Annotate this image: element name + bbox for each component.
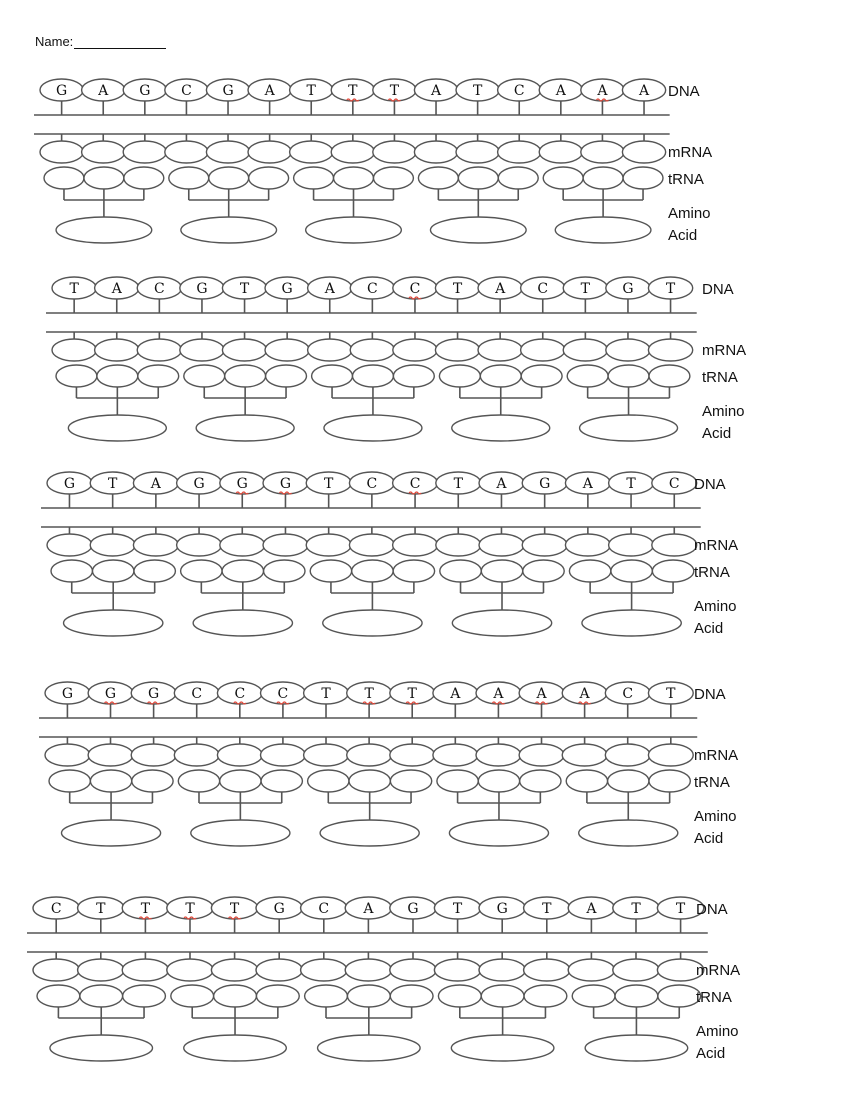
- trna-base-circle[interactable]: [652, 560, 693, 582]
- dna-base-letter: G: [496, 901, 508, 917]
- trna-base-circle[interactable]: [181, 560, 222, 582]
- mrna-base-circle[interactable]: [522, 534, 567, 556]
- trna-label: tRNA: [694, 774, 730, 791]
- amino-acid-oval[interactable]: [585, 1035, 688, 1061]
- mrna-base-circle[interactable]: [123, 141, 166, 163]
- mrna-label: mRNA: [696, 962, 741, 979]
- dna-base-letter: A: [264, 83, 275, 99]
- mrna-base-circle[interactable]: [613, 959, 659, 981]
- mrna-base-circle[interactable]: [217, 744, 262, 766]
- amino-label: Amino: [696, 1023, 739, 1040]
- trna-base-circle[interactable]: [543, 167, 583, 189]
- dna-base-letter: C: [366, 281, 378, 297]
- mrna-base-circle[interactable]: [581, 141, 624, 163]
- mrna-base-circle[interactable]: [306, 534, 351, 556]
- mrna-base-circle[interactable]: [498, 141, 541, 163]
- mrna-base-circle[interactable]: [436, 534, 481, 556]
- dna-base-letter: G: [104, 686, 117, 702]
- mrna-base-circle[interactable]: [290, 141, 333, 163]
- mrna-base-circle[interactable]: [220, 534, 265, 556]
- mrna-base-circle[interactable]: [88, 744, 133, 766]
- trna-base-circle[interactable]: [308, 770, 349, 792]
- dna-base-letter: G: [222, 83, 234, 99]
- mrna-base-circle[interactable]: [609, 534, 654, 556]
- mrna-base-circle[interactable]: [565, 534, 610, 556]
- dna-base-letter: T: [239, 281, 250, 297]
- trna-base-circle[interactable]: [439, 365, 480, 387]
- dna-base-letter: C: [181, 83, 192, 99]
- mrna-base-circle[interactable]: [479, 959, 525, 981]
- mrna-base-circle[interactable]: [349, 534, 394, 556]
- trna-base-circle[interactable]: [56, 365, 97, 387]
- trna-base-circle[interactable]: [214, 985, 257, 1007]
- trna-base-circle[interactable]: [249, 167, 289, 189]
- trna-base-circle[interactable]: [352, 365, 393, 387]
- mrna-base-circle[interactable]: [137, 339, 181, 361]
- trna-base-circle[interactable]: [437, 770, 478, 792]
- dna-base-letter: A: [536, 686, 547, 702]
- mrna-base-circle[interactable]: [605, 744, 650, 766]
- strand-section: [41, 472, 738, 637]
- trna-base-circle[interactable]: [209, 167, 249, 189]
- trna-base-circle[interactable]: [184, 365, 225, 387]
- trna-base-circle[interactable]: [80, 985, 123, 1007]
- trna-label: tRNA: [668, 171, 704, 188]
- mrna-base-circle[interactable]: [33, 959, 79, 981]
- amino-acid-oval[interactable]: [196, 415, 294, 441]
- trna-base-circle[interactable]: [294, 167, 334, 189]
- dna-base-letter: T: [389, 83, 400, 99]
- mrna-label: mRNA: [668, 144, 713, 161]
- trna-base-circle[interactable]: [266, 365, 307, 387]
- amino-label: Amino: [702, 403, 745, 420]
- dna-base-letter: A: [582, 476, 593, 492]
- amino-acid-oval[interactable]: [452, 610, 551, 636]
- dna-base-letter: A: [495, 281, 506, 297]
- mrna-base-circle[interactable]: [648, 339, 692, 361]
- dna-base-letter: A: [555, 83, 566, 99]
- dna-base-letter: A: [98, 83, 109, 99]
- amino-acid-oval[interactable]: [580, 415, 678, 441]
- trna-base-circle[interactable]: [480, 365, 521, 387]
- trna-base-circle[interactable]: [478, 770, 519, 792]
- trna-base-circle[interactable]: [84, 167, 124, 189]
- trna-base-circle[interactable]: [347, 985, 390, 1007]
- trna-base-circle[interactable]: [222, 560, 263, 582]
- mrna-base-circle[interactable]: [95, 339, 139, 361]
- trna-base-circle[interactable]: [373, 167, 413, 189]
- mrna-base-circle[interactable]: [476, 744, 521, 766]
- mrna-label: mRNA: [694, 537, 739, 554]
- mrna-base-circle[interactable]: [539, 141, 582, 163]
- dna-base-letter: G: [148, 686, 160, 702]
- dna-base-letter: T: [675, 901, 686, 917]
- trna-base-circle[interactable]: [390, 985, 433, 1007]
- trna-base-circle[interactable]: [458, 167, 498, 189]
- trna-base-circle[interactable]: [615, 985, 658, 1007]
- dna-base-letter: T: [140, 901, 151, 917]
- amino-acid-oval[interactable]: [324, 415, 422, 441]
- amino-acid-oval[interactable]: [50, 1035, 153, 1061]
- mrna-label: mRNA: [694, 747, 739, 764]
- amino-label: Amino: [694, 598, 737, 615]
- trna-base-circle[interactable]: [132, 770, 173, 792]
- trna-base-circle[interactable]: [178, 770, 219, 792]
- amino-acid-oval[interactable]: [193, 610, 292, 636]
- trna-base-circle[interactable]: [138, 365, 179, 387]
- trna-label: tRNA: [694, 564, 730, 581]
- mrna-base-circle[interactable]: [479, 534, 524, 556]
- amino-acid-oval[interactable]: [320, 820, 419, 846]
- mrna-base-circle[interactable]: [308, 339, 352, 361]
- dna-base-letter: G: [539, 476, 551, 492]
- trna-base-circle[interactable]: [220, 770, 261, 792]
- amino-label: Amino: [668, 205, 711, 222]
- trna-base-circle[interactable]: [305, 985, 348, 1007]
- dna-base-letter: T: [323, 476, 334, 492]
- dna-base-letter: C: [513, 83, 525, 99]
- trna-base-circle[interactable]: [524, 985, 567, 1007]
- trna-base-circle[interactable]: [310, 560, 351, 582]
- mrna-base-circle[interactable]: [456, 141, 499, 163]
- dna-base-letter: G: [63, 476, 76, 492]
- mrna-base-circle[interactable]: [350, 339, 394, 361]
- acid-label: Acid: [694, 830, 724, 847]
- strand-section: [34, 79, 712, 244]
- trna-base-circle[interactable]: [623, 167, 663, 189]
- dna-base-letter: C: [50, 901, 62, 917]
- trna-base-circle[interactable]: [261, 770, 302, 792]
- dna-base-letter: A: [450, 686, 461, 702]
- strand-section: [27, 897, 740, 1062]
- trna-base-circle[interactable]: [51, 560, 92, 582]
- mrna-base-circle[interactable]: [52, 339, 96, 361]
- mrna-base-circle[interactable]: [393, 534, 438, 556]
- amino-acid-oval[interactable]: [449, 820, 548, 846]
- trna-base-circle[interactable]: [649, 365, 690, 387]
- mrna-base-circle[interactable]: [393, 339, 437, 361]
- mrna-base-circle[interactable]: [78, 959, 124, 981]
- mrna-base-circle[interactable]: [90, 534, 135, 556]
- dna-base-letter: A: [493, 686, 504, 702]
- mrna-base-circle[interactable]: [331, 141, 374, 163]
- strand-section: [39, 682, 738, 847]
- mrna-base-circle[interactable]: [568, 959, 614, 981]
- dna-base-letter: T: [364, 686, 374, 702]
- acid-label: Acid: [696, 1045, 726, 1062]
- dna-label: DNA: [696, 901, 728, 918]
- dna-base-letter: G: [622, 281, 634, 297]
- mrna-base-circle[interactable]: [248, 141, 291, 163]
- mrna-base-circle[interactable]: [165, 141, 208, 163]
- amino-acid-oval[interactable]: [191, 820, 290, 846]
- mrna-base-circle[interactable]: [206, 141, 249, 163]
- name-label: Name:: [35, 34, 74, 49]
- trna-base-circle[interactable]: [49, 770, 90, 792]
- dna-base-letter: T: [306, 83, 316, 99]
- dna-base-letter: A: [430, 83, 442, 99]
- trna-base-circle[interactable]: [608, 770, 649, 792]
- trna-base-circle[interactable]: [97, 365, 138, 387]
- mrna-base-circle[interactable]: [45, 744, 90, 766]
- dna-base-letter: A: [496, 476, 507, 492]
- dna-base-letter: G: [279, 476, 292, 492]
- dna-base-letter: A: [111, 281, 122, 297]
- dna-label: DNA: [668, 83, 700, 100]
- amino-acid-oval[interactable]: [56, 217, 152, 243]
- mrna-base-circle[interactable]: [263, 534, 308, 556]
- dna-base-letter: A: [579, 686, 590, 702]
- trna-base-circle[interactable]: [567, 365, 608, 387]
- mrna-base-circle[interactable]: [648, 744, 693, 766]
- dna-base-letter: A: [363, 901, 374, 917]
- trna-base-circle[interactable]: [90, 770, 131, 792]
- mrna-base-circle[interactable]: [414, 141, 457, 163]
- trna-base-circle[interactable]: [611, 560, 652, 582]
- trna-base-circle[interactable]: [658, 985, 701, 1007]
- amino-acid-oval[interactable]: [582, 610, 681, 636]
- dna-base-letter: C: [153, 281, 165, 297]
- strand-section: [46, 277, 746, 442]
- trna-base-circle[interactable]: [37, 985, 80, 1007]
- amino-acid-oval[interactable]: [579, 820, 678, 846]
- trna-base-circle[interactable]: [481, 560, 522, 582]
- trna-base-circle[interactable]: [393, 560, 434, 582]
- dna-base-letter: G: [56, 83, 68, 99]
- dna-base-letter: T: [229, 901, 240, 917]
- mrna-base-circle[interactable]: [180, 339, 224, 361]
- dna-base-letter: T: [580, 281, 591, 297]
- trna-base-circle[interactable]: [440, 560, 481, 582]
- dna-base-letter: G: [61, 686, 74, 702]
- trna-base-circle[interactable]: [124, 167, 164, 189]
- dna-base-letter: T: [626, 476, 636, 492]
- dna-base-letter: T: [321, 686, 331, 702]
- dna-label: DNA: [694, 686, 726, 703]
- trna-base-circle[interactable]: [438, 985, 481, 1007]
- dna-base-letter: C: [191, 686, 203, 702]
- trna-base-circle[interactable]: [418, 167, 458, 189]
- mrna-base-circle[interactable]: [434, 959, 480, 981]
- dna-base-letter: T: [107, 476, 118, 492]
- dna-label: DNA: [702, 281, 734, 298]
- amino-acid-oval[interactable]: [306, 217, 402, 243]
- dna-base-letter: T: [542, 901, 552, 917]
- mrna-base-circle[interactable]: [122, 959, 168, 981]
- trna-base-circle[interactable]: [569, 560, 610, 582]
- trna-base-circle[interactable]: [123, 985, 166, 1007]
- mrna-base-circle[interactable]: [301, 959, 347, 981]
- dna-base-letter: A: [638, 83, 650, 99]
- mrna-base-circle[interactable]: [222, 339, 266, 361]
- dna-base-letter: G: [281, 281, 293, 297]
- trna-base-circle[interactable]: [523, 560, 564, 582]
- mrna-base-circle[interactable]: [47, 534, 92, 556]
- mrna-base-circle[interactable]: [521, 339, 565, 361]
- mrna-base-circle[interactable]: [563, 339, 607, 361]
- acid-label: Acid: [694, 620, 724, 637]
- mrna-base-circle[interactable]: [211, 959, 257, 981]
- dna-base-letter: T: [666, 686, 676, 702]
- mrna-base-circle[interactable]: [606, 339, 650, 361]
- mrna-base-circle[interactable]: [174, 744, 219, 766]
- mrna-base-circle[interactable]: [167, 959, 213, 981]
- trna-base-circle[interactable]: [393, 365, 434, 387]
- mrna-base-circle[interactable]: [131, 744, 176, 766]
- mrna-base-circle[interactable]: [256, 959, 302, 981]
- mrna-base-circle[interactable]: [265, 339, 309, 361]
- mrna-base-circle[interactable]: [478, 339, 522, 361]
- trna-base-circle[interactable]: [481, 985, 524, 1007]
- trna-label: tRNA: [702, 369, 738, 386]
- mrna-base-circle[interactable]: [304, 744, 349, 766]
- trna-base-circle[interactable]: [352, 560, 393, 582]
- dna-base-letter: A: [586, 901, 597, 917]
- amino-acid-oval[interactable]: [184, 1035, 287, 1061]
- mrna-base-circle[interactable]: [622, 141, 665, 163]
- dna-base-letter: T: [472, 83, 483, 99]
- trna-base-circle[interactable]: [349, 770, 390, 792]
- amino-acid-oval[interactable]: [181, 217, 277, 243]
- mrna-base-circle[interactable]: [40, 141, 83, 163]
- dna-base-letter: G: [273, 901, 285, 917]
- dna-base-letter: T: [631, 901, 641, 917]
- amino-acid-oval[interactable]: [555, 217, 651, 243]
- dna-base-letter: G: [139, 83, 151, 99]
- dna-base-letter: G: [193, 476, 205, 492]
- acid-label: Acid: [702, 425, 732, 442]
- dna-base-letter: A: [597, 83, 608, 99]
- mrna-label: mRNA: [702, 342, 747, 359]
- dna-base-letter: T: [348, 83, 358, 99]
- dna-base-letter: A: [150, 476, 161, 492]
- trna-base-circle[interactable]: [134, 560, 175, 582]
- mrna-base-circle[interactable]: [652, 534, 697, 556]
- amino-acid-oval[interactable]: [451, 1035, 554, 1061]
- dna-base-letter: C: [409, 281, 421, 297]
- dna-base-letter: G: [407, 901, 419, 917]
- mrna-base-circle[interactable]: [390, 959, 436, 981]
- dna-base-letter: T: [69, 281, 79, 297]
- mrna-base-circle[interactable]: [347, 744, 392, 766]
- amino-acid-oval[interactable]: [452, 415, 550, 441]
- trna-base-circle[interactable]: [566, 770, 607, 792]
- trna-base-circle[interactable]: [649, 770, 690, 792]
- trna-base-circle[interactable]: [608, 365, 649, 387]
- amino-acid-oval[interactable]: [318, 1035, 421, 1061]
- mrna-base-circle[interactable]: [562, 744, 607, 766]
- trna-base-circle[interactable]: [169, 167, 209, 189]
- amino-acid-oval[interactable]: [61, 820, 160, 846]
- trna-base-circle[interactable]: [334, 167, 374, 189]
- mrna-base-circle[interactable]: [519, 744, 564, 766]
- dna-base-letter: A: [324, 281, 335, 297]
- dna-base-letter: T: [665, 281, 676, 297]
- trna-base-circle[interactable]: [520, 770, 561, 792]
- dna-base-letter: C: [409, 476, 421, 492]
- mrna-base-circle[interactable]: [261, 744, 306, 766]
- mrna-base-circle[interactable]: [345, 959, 391, 981]
- mrna-base-circle[interactable]: [524, 959, 570, 981]
- trna-base-circle[interactable]: [572, 985, 615, 1007]
- trna-base-circle[interactable]: [390, 770, 431, 792]
- mrna-base-circle[interactable]: [133, 534, 178, 556]
- amino-acid-oval[interactable]: [323, 610, 422, 636]
- dna-base-letter: G: [196, 281, 208, 297]
- trna-base-circle[interactable]: [171, 985, 214, 1007]
- dna-base-letter: T: [452, 281, 463, 297]
- dna-base-letter: C: [537, 281, 549, 297]
- dna-base-letter: C: [622, 686, 634, 702]
- dna-base-letter: C: [234, 686, 246, 702]
- amino-acid-oval[interactable]: [64, 610, 163, 636]
- trna-base-circle[interactable]: [256, 985, 299, 1007]
- dna-base-letter: T: [96, 901, 106, 917]
- dna-base-letter: C: [366, 476, 378, 492]
- trna-base-circle[interactable]: [264, 560, 305, 582]
- amino-label: Amino: [694, 808, 737, 825]
- mrna-base-circle[interactable]: [82, 141, 125, 163]
- trna-base-circle[interactable]: [521, 365, 562, 387]
- dna-base-letter: T: [185, 901, 195, 917]
- trna-base-circle[interactable]: [92, 560, 133, 582]
- mrna-base-circle[interactable]: [435, 339, 479, 361]
- dna-base-letter: C: [277, 686, 289, 702]
- trna-base-circle[interactable]: [312, 365, 353, 387]
- acid-label: Acid: [668, 227, 698, 244]
- dna-base-letter: T: [452, 901, 463, 917]
- dna-base-letter: T: [453, 476, 463, 492]
- dna-label: DNA: [694, 476, 726, 493]
- mrna-base-circle[interactable]: [177, 534, 222, 556]
- trna-base-circle[interactable]: [498, 167, 538, 189]
- trna-label: tRNA: [696, 989, 732, 1006]
- amino-acid-oval[interactable]: [68, 415, 166, 441]
- trna-base-circle[interactable]: [44, 167, 84, 189]
- dna-base-letter: C: [668, 476, 680, 492]
- mrna-base-circle[interactable]: [390, 744, 435, 766]
- dna-base-letter: G: [236, 476, 248, 492]
- mrna-base-circle[interactable]: [433, 744, 478, 766]
- dna-base-letter: T: [407, 686, 417, 702]
- trna-base-circle[interactable]: [225, 365, 266, 387]
- dna-base-letter: C: [318, 901, 330, 917]
- amino-acid-oval[interactable]: [430, 217, 526, 243]
- trna-base-circle[interactable]: [583, 167, 623, 189]
- mrna-base-circle[interactable]: [373, 141, 416, 163]
